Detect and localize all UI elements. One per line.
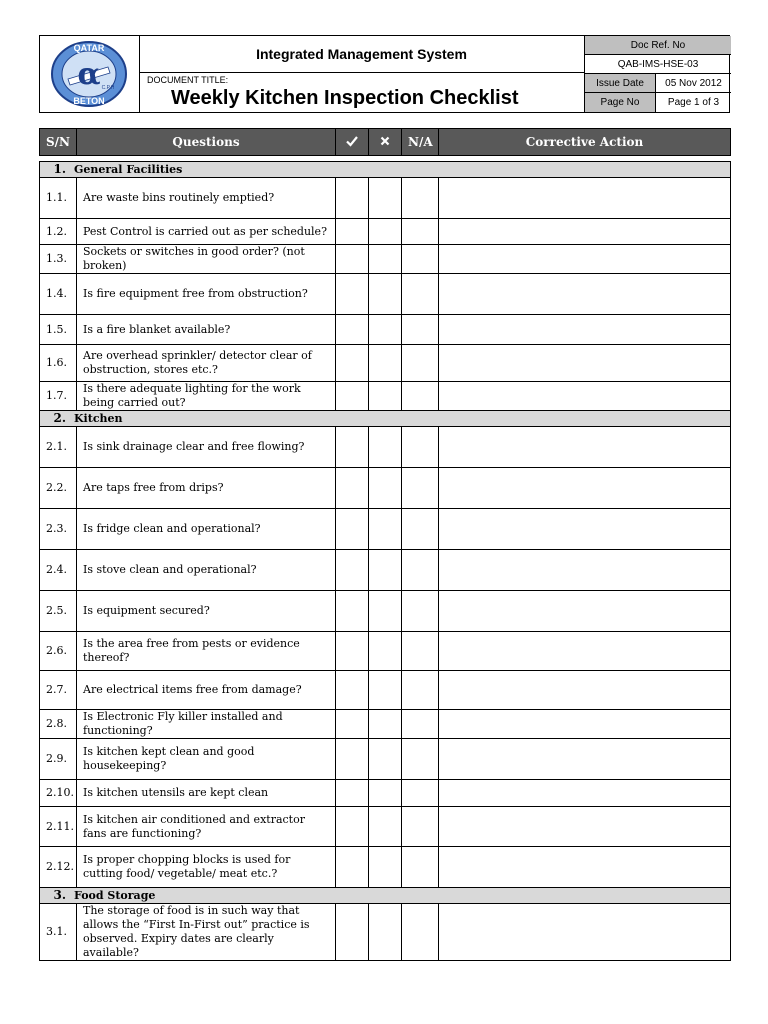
na-cell[interactable] — [402, 807, 439, 847]
corrective-action-cell[interactable] — [439, 550, 731, 591]
yes-cell[interactable] — [336, 245, 369, 274]
yes-cell[interactable] — [336, 274, 369, 315]
header-corrective-action: Corrective Action — [439, 129, 731, 156]
row-question: Is stove clean and operational? — [77, 550, 336, 591]
no-cell[interactable] — [369, 847, 402, 888]
row-question: Is a fire blanket available? — [77, 315, 336, 345]
no-cell[interactable] — [369, 219, 402, 245]
svg-text:BETON: BETON — [73, 96, 105, 106]
row-question: Is sink drainage clear and free flowing? — [77, 427, 336, 468]
na-cell[interactable] — [402, 178, 439, 219]
table-row — [40, 382, 731, 411]
yes-cell[interactable] — [336, 739, 369, 780]
row-question: Are waste bins routinely emptied? — [77, 178, 336, 219]
no-cell[interactable] — [369, 427, 402, 468]
table-row — [40, 780, 731, 807]
table-row — [40, 807, 731, 847]
section-number: 1. — [53, 162, 66, 176]
section-header-row — [40, 888, 731, 904]
yes-cell[interactable] — [336, 632, 369, 671]
row-sn: 2.5. — [40, 591, 77, 632]
no-cell[interactable] — [369, 632, 402, 671]
header-sn: S/N — [40, 129, 77, 156]
section-number: 3. — [53, 888, 66, 902]
header-yes — [336, 129, 369, 156]
corrective-action-cell[interactable] — [439, 468, 731, 509]
row-sn: 2.9. — [40, 739, 77, 780]
row-sn: 1.4. — [40, 274, 77, 315]
corrective-action-cell[interactable] — [439, 315, 731, 345]
corrective-action-cell[interactable] — [439, 710, 731, 739]
row-sn: 2.2. — [40, 468, 77, 509]
page-no-label: Page No — [585, 93, 656, 112]
system-title: Integrated Management System — [139, 36, 584, 73]
company-logo — [48, 39, 130, 109]
na-cell[interactable] — [402, 345, 439, 382]
row-sn: 2.10. — [40, 780, 77, 807]
yes-cell[interactable] — [336, 382, 369, 411]
no-cell[interactable] — [369, 509, 402, 550]
yes-cell[interactable] — [336, 509, 369, 550]
header-na: N/A — [402, 129, 439, 156]
section-header — [40, 888, 731, 904]
corrective-action-cell[interactable] — [439, 671, 731, 710]
table-header-row — [40, 129, 731, 156]
row-sn: 2.4. — [40, 550, 77, 591]
corrective-action-cell[interactable] — [439, 245, 731, 274]
yes-cell[interactable] — [336, 847, 369, 888]
row-sn: 2.7. — [40, 671, 77, 710]
corrective-action-cell[interactable] — [439, 382, 731, 411]
section-title: Kitchen — [74, 412, 123, 425]
na-cell[interactable] — [402, 780, 439, 807]
table-row — [40, 178, 731, 219]
table-row — [40, 245, 731, 274]
row-question: Is the area free from pests or evidence thereof? — [77, 632, 336, 671]
yes-cell[interactable] — [336, 904, 369, 961]
corrective-action-cell[interactable] — [439, 807, 731, 847]
no-cell[interactable] — [369, 382, 402, 411]
no-cell[interactable] — [369, 245, 402, 274]
row-question: Is there adequate lighting for the work being carried out? — [77, 382, 336, 411]
cross-icon — [379, 135, 391, 147]
yes-cell[interactable] — [336, 468, 369, 509]
section-title: Food Storage — [74, 889, 156, 902]
corrective-action-cell[interactable] — [439, 427, 731, 468]
na-cell[interactable] — [402, 710, 439, 739]
row-sn: 1.1. — [40, 178, 77, 219]
svg-text:QATAR: QATAR — [73, 43, 105, 53]
yes-cell[interactable] — [336, 710, 369, 739]
no-cell[interactable] — [369, 739, 402, 780]
table-row — [40, 632, 731, 671]
yes-cell[interactable] — [336, 345, 369, 382]
row-sn: 2.11. — [40, 807, 77, 847]
na-cell[interactable] — [402, 550, 439, 591]
corrective-action-cell[interactable] — [439, 739, 731, 780]
checklist-table — [39, 128, 731, 961]
header-title-block — [139, 36, 584, 112]
na-cell[interactable] — [402, 904, 439, 961]
no-cell[interactable] — [369, 710, 402, 739]
svg-text:C.P.H: C.P.H — [101, 85, 115, 91]
na-cell[interactable] — [402, 219, 439, 245]
table-row — [40, 219, 731, 245]
section-header-row — [40, 411, 731, 427]
issue-date-label: Issue Date — [585, 74, 656, 92]
na-cell[interactable] — [402, 739, 439, 780]
yes-cell[interactable] — [336, 219, 369, 245]
row-question: Is equipment secured? — [77, 591, 336, 632]
corrective-action-cell[interactable] — [439, 509, 731, 550]
na-cell[interactable] — [402, 315, 439, 345]
table-row — [40, 468, 731, 509]
na-cell[interactable] — [402, 509, 439, 550]
yes-cell[interactable] — [336, 427, 369, 468]
row-sn: 2.6. — [40, 632, 77, 671]
yes-cell[interactable] — [336, 780, 369, 807]
table-row — [40, 904, 731, 961]
row-sn: 2.1. — [40, 427, 77, 468]
corrective-action-cell[interactable] — [439, 847, 731, 888]
na-cell[interactable] — [402, 245, 439, 274]
corrective-action-cell[interactable] — [439, 591, 731, 632]
section-header — [40, 411, 731, 427]
row-question: Pest Control is carried out as per schedule? — [77, 219, 336, 245]
na-cell[interactable] — [402, 427, 439, 468]
corrective-action-cell[interactable] — [439, 274, 731, 315]
table-row — [40, 847, 731, 888]
corrective-action-cell[interactable] — [439, 632, 731, 671]
checkmark-icon — [345, 134, 359, 148]
na-cell[interactable] — [402, 847, 439, 888]
table-row — [40, 671, 731, 710]
no-cell[interactable] — [369, 780, 402, 807]
no-cell[interactable] — [369, 807, 402, 847]
doc-ref-value: QAB-IMS-HSE-03 — [585, 55, 731, 74]
issue-date-row — [585, 74, 731, 93]
na-cell[interactable] — [402, 468, 439, 509]
yes-cell[interactable] — [336, 671, 369, 710]
no-cell[interactable] — [369, 591, 402, 632]
no-cell[interactable] — [369, 178, 402, 219]
no-cell[interactable] — [369, 904, 402, 961]
row-question: Are electrical items free from damage? — [77, 671, 336, 710]
header-questions: Questions — [77, 129, 336, 156]
corrective-action-cell[interactable] — [439, 345, 731, 382]
header-no — [369, 129, 402, 156]
row-question: Is kitchen kept clean and good housekeeping? — [77, 739, 336, 780]
row-question: Is proper chopping blocks is used for cutting food/ vegetable/ meat etc.? — [77, 847, 336, 888]
table-row — [40, 315, 731, 345]
doc-title: Weekly Kitchen Inspection Checklist — [171, 87, 519, 109]
row-sn: 2.8. — [40, 710, 77, 739]
row-question: Are overhead sprinkler/ detector clear of obstruction, stores etc.? — [77, 345, 336, 382]
section-header-row — [40, 162, 731, 178]
row-sn: 1.2. — [40, 219, 77, 245]
row-question: The storage of food is in such way that allows the “First In-First out” practice is observed. Expiry dates are clearly available? — [77, 904, 336, 961]
no-cell[interactable] — [369, 671, 402, 710]
row-question: Is fire equipment free from obstruction? — [77, 274, 336, 315]
logo-cell — [40, 36, 140, 112]
table-row — [40, 550, 731, 591]
table-row — [40, 710, 731, 739]
section-number: 2. — [53, 411, 66, 425]
corrective-action-cell[interactable] — [439, 219, 731, 245]
corrective-action-cell[interactable] — [439, 904, 731, 961]
na-cell[interactable] — [402, 382, 439, 411]
row-sn: 2.3. — [40, 509, 77, 550]
no-cell[interactable] — [369, 468, 402, 509]
yes-cell[interactable] — [336, 807, 369, 847]
svg-text:α: α — [77, 57, 101, 92]
table-row — [40, 509, 731, 550]
yes-cell[interactable] — [336, 178, 369, 219]
table-row — [40, 739, 731, 780]
corrective-action-cell[interactable] — [439, 780, 731, 807]
row-question: Sockets or switches in good order? (not broken) — [77, 245, 336, 274]
na-cell[interactable] — [402, 274, 439, 315]
corrective-action-cell[interactable] — [439, 178, 731, 219]
no-cell[interactable] — [369, 550, 402, 591]
section-header — [40, 162, 731, 178]
no-cell[interactable] — [369, 315, 402, 345]
table-row — [40, 591, 731, 632]
page-no-row — [585, 93, 731, 112]
na-cell[interactable] — [402, 632, 439, 671]
row-question: Is kitchen air conditioned and extractor fans are functioning? — [77, 807, 336, 847]
row-question: Is kitchen utensils are kept clean — [77, 780, 336, 807]
row-sn: 1.5. — [40, 315, 77, 345]
row-question: Is Electronic Fly killer installed and functioning? — [77, 710, 336, 739]
section-title: General Facilities — [74, 163, 183, 176]
yes-cell[interactable] — [336, 315, 369, 345]
no-cell[interactable] — [369, 274, 402, 315]
table-row — [40, 427, 731, 468]
page-no-value: Page 1 of 3 — [667, 97, 720, 108]
row-sn: 1.6. — [40, 345, 77, 382]
row-sn: 1.7. — [40, 382, 77, 411]
row-question: Is fridge clean and operational? — [77, 509, 336, 550]
row-sn: 3.1. — [40, 904, 77, 961]
na-cell[interactable] — [402, 591, 439, 632]
row-sn: 1.3. — [40, 245, 77, 274]
doc-ref-label: Doc Ref. No — [585, 36, 731, 55]
table-row — [40, 274, 731, 315]
table-row — [40, 345, 731, 382]
doc-title-label: DOCUMENT TITLE: — [147, 75, 229, 85]
no-cell[interactable] — [369, 345, 402, 382]
yes-cell[interactable] — [336, 591, 369, 632]
doc-meta — [584, 36, 731, 112]
yes-cell[interactable] — [336, 550, 369, 591]
na-cell[interactable] — [402, 671, 439, 710]
document-header — [39, 35, 730, 113]
row-sn: 2.12. — [40, 847, 77, 888]
row-question: Are taps free from drips? — [77, 468, 336, 509]
issue-date-value: 05 Nov 2012 — [665, 77, 722, 89]
